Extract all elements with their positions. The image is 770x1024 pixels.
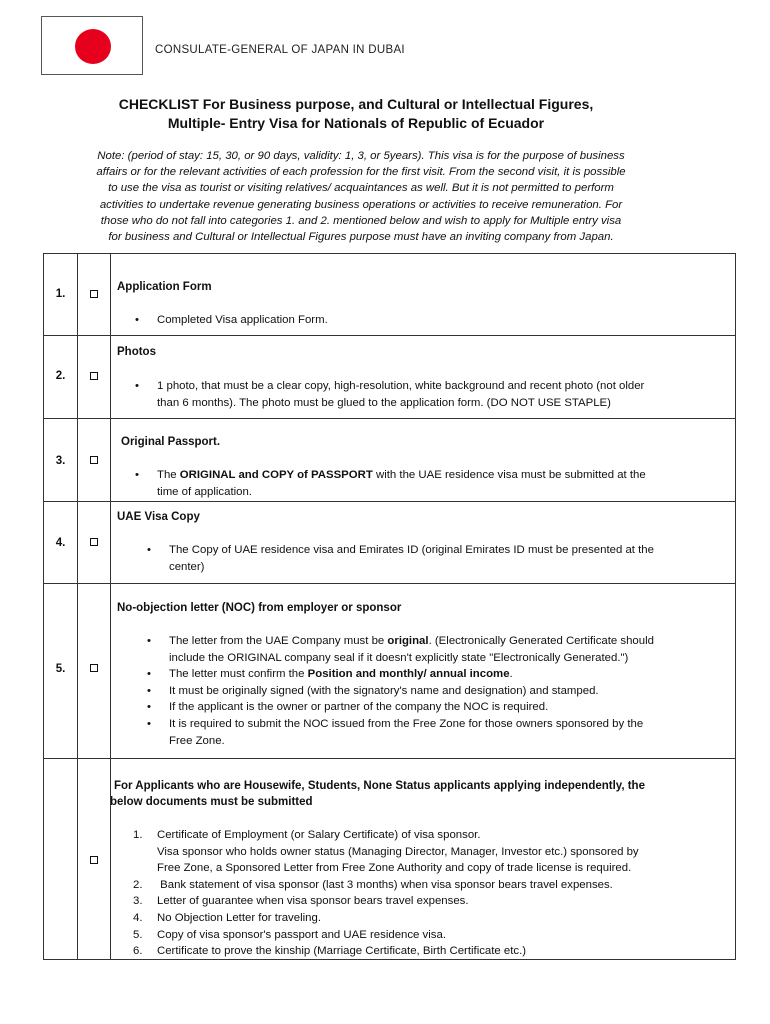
checklist-table	[43, 253, 736, 960]
list-item	[133, 910, 727, 927]
japan-flag	[41, 16, 143, 75]
list-item: • It must be originally signed (with the signatory's name and designation) and stamped.	[169, 683, 729, 700]
item-text: The	[157, 469, 180, 481]
item-number: 4.	[133, 911, 143, 924]
list-item: • Completed Visa application Form.	[157, 312, 328, 329]
list-item	[133, 893, 727, 910]
title-line-1: CHECKLIST For Business purpose, and Cultural or Intellectual Figures,	[118, 96, 594, 112]
item-number: 1.	[133, 829, 143, 841]
note-line: for business and Cultural or Intellectual Figures purpose must have an inviting company from Japan.	[108, 231, 614, 244]
item-number: 2.	[133, 878, 143, 891]
item-line: Visa sponsor who holds owner status (Managing Director, Manager, Investor etc.) sponsored by	[157, 845, 639, 858]
item-number: 6.	[133, 945, 143, 958]
row-items	[133, 827, 727, 960]
consulate-name: CONSULATE-GENERAL OF JAPAN IN DUBAI	[155, 44, 405, 56]
list-item	[133, 927, 727, 944]
item-line: time of application.	[157, 485, 252, 498]
checkbox[interactable]	[90, 290, 98, 298]
item-emphasis: Position and monthly/ annual income	[307, 668, 510, 681]
row-title: Application Form	[117, 281, 212, 293]
flag-red-disc	[75, 29, 111, 64]
title-line-2: Multiple- Entry Visa for Nationals of Republic of Ecuador	[167, 115, 545, 131]
item-line: It is required to submit the NOC issued from the Free Zone for those owners sponsored by the	[169, 717, 644, 730]
item-emphasis: original	[387, 635, 429, 647]
item-line: Copy of visa sponsor's passport and UAE residence visa.	[157, 928, 446, 941]
item-line: Bank statement of visa sponsor (last 3 months) when visa sponsor bears travel expenses.	[157, 878, 613, 891]
row-title: Original Passport.	[121, 436, 221, 448]
row-number: 1.	[55, 288, 66, 300]
checklist-row-dependent-applicants	[44, 759, 735, 960]
item-emphasis: ORIGINAL and COPY of PASSPORT	[179, 469, 373, 481]
document-title	[0, 95, 712, 133]
item-line: Certificate of Employment (or Salary Certificate) of visa sponsor.	[157, 829, 481, 841]
row-title	[110, 778, 730, 810]
checklist-row-application-form	[44, 254, 735, 336]
checkbox[interactable]	[90, 538, 98, 546]
item-line: 1 photo, that must be a clear copy, high-resolution, white background and recent photo (not older	[157, 380, 645, 392]
item-text: .	[509, 668, 513, 681]
item-text: The letter from the UAE Company must be	[169, 635, 388, 647]
item-number: 5.	[133, 928, 143, 941]
note-paragraph	[55, 148, 667, 245]
item-line: Letter of guarantee when visa sponsor bears travel expenses.	[157, 895, 469, 908]
list-item	[157, 467, 727, 500]
row-number: 5.	[55, 663, 66, 675]
item-line: No Objection Letter for traveling.	[157, 911, 321, 924]
list-item	[157, 378, 727, 411]
note-line: those who do not fall into categories 1. and 2. mentioned below and wish to apply for Multiple entry visa	[100, 214, 622, 227]
row-title-line: below documents must be submitted	[110, 796, 313, 808]
list-item	[133, 827, 727, 877]
checkbox[interactable]	[90, 456, 98, 464]
item-line: center)	[169, 560, 205, 573]
list-item	[169, 666, 729, 683]
checklist-row-uae-visa-copy	[44, 502, 735, 584]
item-line: Certificate to prove the kinship (Marriage Certificate, Birth Certificate etc.)	[157, 945, 527, 958]
row-title-line: For Applicants who are Housewife, Students, None Status applicants applying independently, the	[114, 780, 645, 792]
checkbox[interactable]	[90, 664, 98, 672]
row-items	[169, 633, 729, 749]
row-number: 3.	[55, 455, 66, 467]
row-number: 4.	[55, 537, 66, 549]
note-line: affairs or for the relevant activities of each profession for the first visit. From the second visit, it is possible	[96, 166, 626, 179]
list-item	[133, 943, 727, 960]
row-items	[169, 542, 729, 575]
checkbox[interactable]	[90, 372, 98, 380]
note-line: Note: (period of stay: 15, 30, or 90 days, validity: 1, 3, or 5years). This visa is for the purpose of business	[97, 150, 625, 162]
checklist-row-photos	[44, 336, 735, 419]
row-title: No-objection letter (NOC) from employer or sponsor	[117, 602, 402, 614]
item-line: The Copy of UAE residence visa and Emirates ID (original Emirates ID must be presented at the	[169, 544, 654, 556]
row-title: UAE Visa Copy	[117, 511, 200, 523]
item-line: than 6 months). The photo must be glued to the application form. (DO NOT USE STAPLE)	[157, 396, 611, 409]
list-item	[169, 716, 729, 749]
note-line: activities to undertake revenue generating business operations or activities to receive remuneration. For	[99, 198, 623, 211]
row-items	[157, 312, 328, 329]
list-item: • If the applicant is the owner or partner of the company the NOC is required.	[169, 699, 729, 716]
item-line: Free Zone, a Sponsored Letter from Free Zone Authority and copy of trade license is required.	[157, 862, 632, 875]
item-text: with the UAE residence visa must be submitted at the	[372, 469, 646, 481]
row-number: 2.	[55, 370, 66, 382]
list-item	[169, 542, 729, 575]
checklist-row-noc-letter	[44, 584, 735, 759]
item-line: include the ORIGINAL company seal if it doesn't explicitly state "Electronically Generated.")	[169, 651, 629, 664]
row-items	[157, 467, 727, 500]
item-line: Free Zone.	[169, 734, 225, 747]
note-line: to use the visa as tourist or visiting relatives/ acquaintances as well. But it is not permitted to perform	[108, 182, 614, 195]
list-item	[169, 633, 729, 666]
item-text: . (Electronically Generated Certificate should	[428, 635, 654, 647]
row-title: Photos	[117, 346, 156, 358]
item-text: The letter must confirm the	[169, 668, 308, 681]
checklist-row-original-passport	[44, 419, 735, 502]
list-item	[133, 877, 727, 894]
row-items	[157, 378, 727, 411]
item-number: 3.	[133, 895, 143, 908]
checkbox[interactable]	[90, 856, 98, 864]
